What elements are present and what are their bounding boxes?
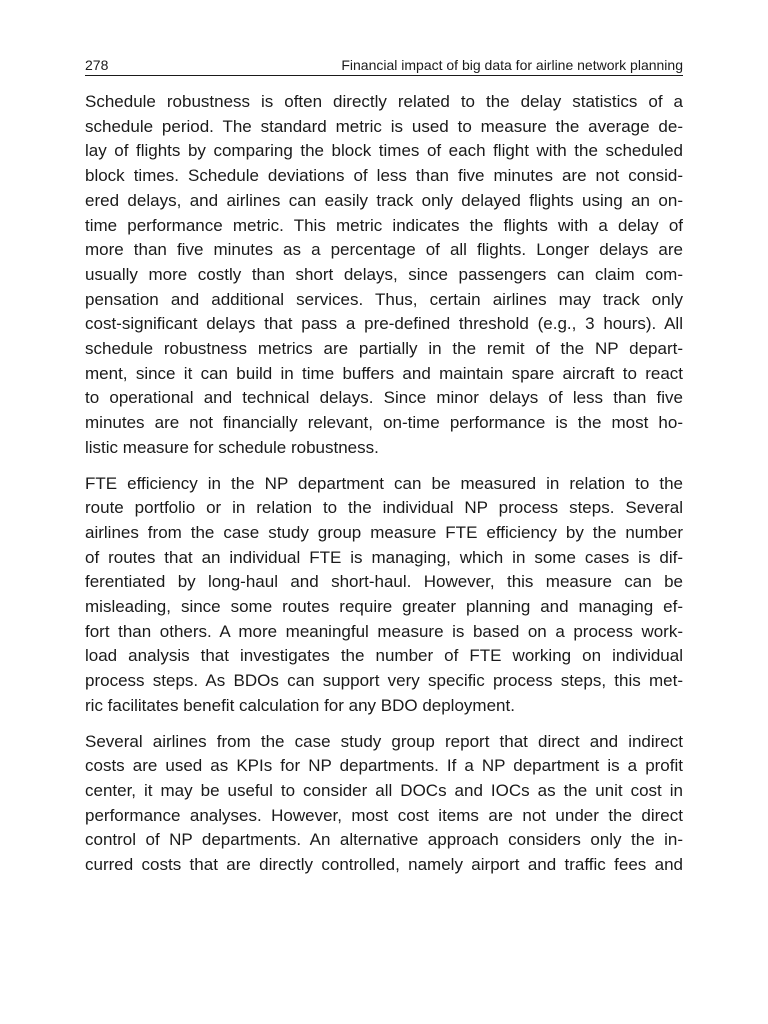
text-line: cost-significant delays that pass a pre-defined threshold (e.g., 3 hours). All	[85, 314, 683, 334]
text-line: FTE efficiency in the NP department can be measured in relation to the	[85, 473, 683, 493]
text-line: usually more costly than short delays, since passengers can claim com-	[85, 264, 683, 284]
text-line: lay of flights by comparing the block times of each flight with the scheduled	[85, 141, 683, 161]
paragraph-schedule-robustness	[85, 90, 683, 461]
text-line: costs are used as KPIs for NP departments. If a NP department is a profit	[85, 756, 683, 776]
text-line: ered delays, and airlines can easily track only delayed flights using an on-	[85, 190, 683, 210]
text-line: block times. Schedule deviations of less than five minutes are not consid-	[85, 166, 683, 186]
text-line: Schedule robustness is often directly related to the delay statistics of a	[85, 92, 683, 111]
text-line: schedule robustness metrics are partially in the remit of the NP depart-	[85, 339, 683, 359]
text-line: misleading, since some routes require greater planning and managing ef-	[85, 597, 683, 617]
text-line: center, it may be useful to consider all DOCs and IOCs as the unit cost in	[85, 780, 683, 800]
text-line: pensation and additional services. Thus, certain airlines may track only	[85, 289, 683, 309]
book-page	[85, 56, 683, 878]
text-line: control of NP departments. An alternative approach considers only the in-	[85, 830, 683, 850]
paragraph-fte-efficiency	[85, 472, 683, 719]
text-line: ferentiated by long-haul and short-haul. However, this measure can be	[85, 572, 683, 592]
text-line: process steps. As BDOs can support very specific process steps, this met-	[85, 671, 683, 691]
running-header	[85, 56, 683, 76]
text-line: curred costs that are directly controlled, namely airport and traffic fees and	[85, 855, 683, 875]
text-line: airlines from the case study group measure FTE efficiency by the number	[85, 522, 683, 542]
text-line: route portfolio or in relation to the individual NP process steps. Several	[85, 498, 683, 518]
body-text	[85, 90, 683, 878]
text-line: time performance metric. This metric indicates the flights with a delay of	[85, 215, 683, 235]
text-line: minutes are not financially relevant, on-time performance is the most ho-	[85, 413, 683, 433]
text-line: ric facilitates benefit calculation for any BDO deployment.	[85, 695, 515, 715]
text-line: fort than others. A more meaningful measure is based on a process work-	[85, 621, 683, 641]
page-number: 278	[85, 57, 109, 73]
text-line: listic measure for schedule robustness.	[85, 437, 379, 457]
text-line: performance analyses. However, most cost items are not under the direct	[85, 805, 683, 825]
text-line: load analysis that investigates the number of FTE working on individual	[85, 646, 683, 666]
text-line: Several airlines from the case study group report that direct and indirect	[85, 731, 683, 751]
text-line: of routes that an individual FTE is managing, which in some cases is dif-	[85, 547, 683, 567]
text-line: ment, since it can build in time buffers and maintain spare aircraft to react	[85, 363, 683, 383]
text-line: to operational and technical delays. Since minor delays of less than five	[85, 388, 683, 408]
text-line: schedule period. The standard metric is used to measure the average de-	[85, 116, 683, 136]
running-title: Financial impact of big data for airline network planning	[341, 57, 683, 73]
paragraph-costs-kpis	[85, 730, 683, 878]
text-line: more than five minutes as a percentage of all flights. Longer delays are	[85, 240, 683, 260]
